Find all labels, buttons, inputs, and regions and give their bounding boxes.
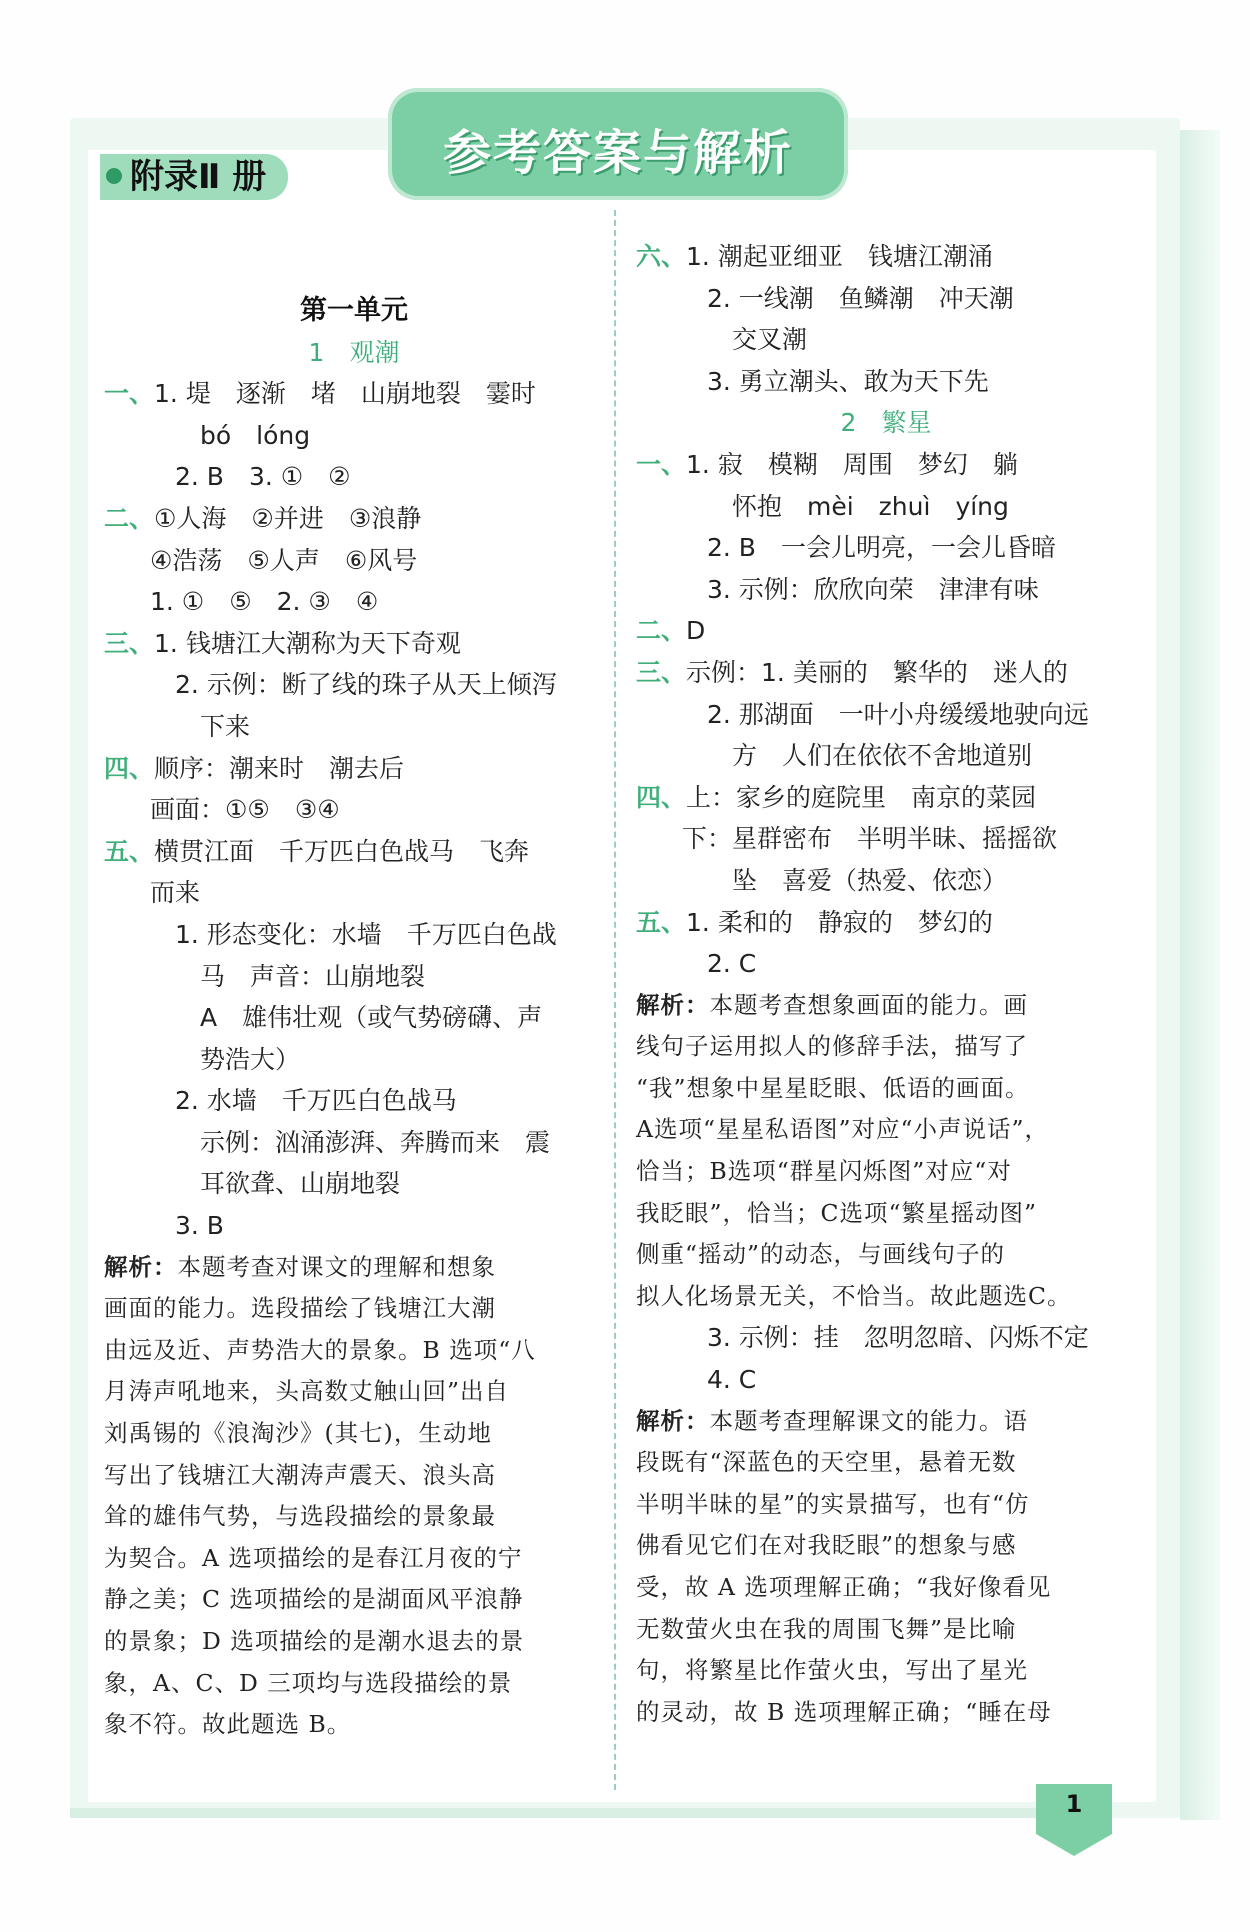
answer-text: 马 声音：山崩地裂 bbox=[150, 961, 426, 991]
analysis-label: 解析： bbox=[104, 1252, 178, 1281]
answer-line bbox=[104, 456, 604, 498]
analysis-text: 受，故 A 选项理解正确；“我好像看见 bbox=[636, 1573, 1052, 1601]
column-divider bbox=[614, 210, 616, 1790]
answer-line bbox=[636, 236, 1136, 278]
analysis-line bbox=[104, 1330, 604, 1372]
answer-line bbox=[104, 581, 604, 623]
answer-line bbox=[104, 1122, 604, 1164]
analysis-line bbox=[104, 1663, 604, 1705]
answer-text: 画面：①⑤ ③④ bbox=[150, 795, 340, 825]
answer-text: 方 人们在依依不舍地道别 bbox=[682, 741, 1033, 771]
analysis-block bbox=[104, 1247, 604, 1746]
answer-line bbox=[104, 623, 604, 665]
answer-text: 3. 勇立潮头、敢为天下先 bbox=[682, 366, 989, 396]
page-title: 参考答案与解析 bbox=[442, 125, 793, 181]
answer-line bbox=[636, 610, 1136, 652]
analysis-text: 段既有“深蓝色的天空里，悬着无数 bbox=[636, 1448, 1017, 1477]
question-number: 三、 bbox=[104, 628, 155, 658]
analysis-line bbox=[636, 1567, 1136, 1609]
answer-text: bó lóng bbox=[150, 420, 311, 450]
answer-line bbox=[104, 872, 604, 914]
analysis-line bbox=[104, 1704, 604, 1746]
question-number: 三、 bbox=[636, 657, 687, 687]
answer-line bbox=[104, 1080, 604, 1122]
question-number: 六、 bbox=[636, 242, 687, 271]
answer-line bbox=[104, 664, 604, 706]
answer-text: 示例：1. 美丽的 繁华的 迷人的 bbox=[686, 657, 1068, 687]
answer-list bbox=[636, 444, 1136, 985]
analysis-line bbox=[636, 1193, 1136, 1235]
answer-line bbox=[636, 569, 1136, 611]
answer-line bbox=[104, 997, 604, 1039]
analysis-text: 画面的能力。选段描绘了钱塘江大潮 bbox=[104, 1294, 496, 1323]
analysis-label: 解析： bbox=[636, 1406, 710, 1435]
analysis-line bbox=[636, 1525, 1136, 1567]
analysis-line bbox=[636, 1026, 1136, 1068]
appendix-label bbox=[100, 154, 288, 200]
analysis-line bbox=[104, 1579, 604, 1621]
answer-text: 交叉潮 bbox=[682, 325, 808, 355]
analysis-text: 的景象；D 选项描绘的是潮水退去的景 bbox=[104, 1627, 525, 1655]
answer-line bbox=[636, 860, 1136, 902]
answer-text: 怀抱 mèi zhuì yíng bbox=[682, 491, 1009, 521]
lesson-title: 2 繁星 bbox=[840, 408, 932, 438]
answer-line bbox=[636, 1317, 1136, 1359]
answer-line bbox=[104, 831, 604, 873]
answer-line bbox=[104, 748, 604, 790]
question-number: 二、 bbox=[104, 503, 155, 533]
answer-text: 2. C bbox=[682, 949, 757, 979]
analysis-text: 线句子运用拟人的修辞手法，描写了 bbox=[636, 1032, 1028, 1061]
answer-text: 1. 寂 模糊 周围 梦幻 躺 bbox=[686, 449, 1018, 479]
analysis-text: 本题考查想象画面的能力。画 bbox=[709, 990, 1028, 1019]
answer-line bbox=[636, 902, 1136, 944]
answer-text: 下来 bbox=[150, 711, 251, 741]
analysis-text: 象不符。故此题选 B。 bbox=[104, 1710, 352, 1739]
answer-text: 3. 示例：欣欣向荣 津津有味 bbox=[682, 574, 1039, 604]
answer-text: 下：星群密布 半明半昧、摇摇欲 bbox=[682, 824, 1058, 854]
answer-line bbox=[636, 777, 1136, 819]
analysis-text: 拟人化场景无关，不恰当。故此题选C。 bbox=[636, 1281, 1072, 1310]
answer-text: 1. 堤 逐渐 堵 山崩地裂 霎时 bbox=[154, 379, 536, 409]
analysis-label: 解析： bbox=[636, 990, 710, 1019]
analysis-line bbox=[104, 1288, 604, 1330]
answer-line bbox=[104, 706, 604, 748]
analysis-line bbox=[104, 1538, 604, 1580]
answer-text: 2. 示例：断了线的珠子从天上倾泻 bbox=[150, 670, 557, 700]
answer-text: 2. B 一会儿明亮，一会儿昏暗 bbox=[682, 533, 1056, 563]
analysis-line bbox=[104, 1413, 604, 1455]
answer-text: 1. 柔和的 静寂的 梦幻的 bbox=[686, 907, 993, 937]
answer-line bbox=[636, 652, 1136, 694]
answer-text: 3. 示例：挂 忽明忽暗、闪烁不定 bbox=[682, 1323, 1089, 1353]
answer-text: 2. 那湖面 一叶小舟缓缓地驶向远 bbox=[682, 699, 1089, 729]
answer-list bbox=[104, 373, 604, 1246]
answer-text: 示例：汹涌澎湃、奔腾而来 震 bbox=[150, 1127, 551, 1157]
analysis-line bbox=[636, 1068, 1136, 1110]
answer-text: D bbox=[686, 616, 706, 646]
bottom-band bbox=[70, 1808, 1036, 1818]
answer-line bbox=[636, 527, 1136, 569]
analysis-line bbox=[104, 1496, 604, 1538]
answer-text: 2. 一线潮 鱼鳞潮 冲天潮 bbox=[682, 283, 1014, 313]
answer-text: 2. 水墙 千万匹白色战马 bbox=[150, 1086, 457, 1116]
question-number: 二、 bbox=[636, 616, 687, 646]
page-number-tab-tip bbox=[1036, 1834, 1112, 1856]
analysis-text: 佛看见它们在对我眨眼”的想象与感 bbox=[636, 1531, 1017, 1560]
answer-text: ①人海 ②并进 ③浪静 bbox=[154, 503, 422, 533]
answer-line bbox=[104, 415, 604, 457]
bullet-dot-icon bbox=[106, 168, 122, 184]
analysis-text: 写出了钱塘江大潮涛声震天、浪头高 bbox=[104, 1460, 496, 1489]
analysis-line bbox=[636, 1234, 1136, 1276]
answer-line bbox=[104, 1205, 604, 1247]
answer-line bbox=[636, 1359, 1136, 1401]
analysis-line bbox=[636, 1650, 1136, 1692]
answer-list bbox=[636, 1317, 1136, 1400]
answer-text: 横贯江面 千万匹白色战马 飞奔 bbox=[154, 836, 530, 866]
answer-line bbox=[636, 278, 1136, 320]
analysis-line bbox=[104, 1247, 604, 1289]
analysis-text: 由远及近、声势浩大的景象。B 选项“八 bbox=[104, 1335, 536, 1364]
analysis-text: 无数萤火虫在我的周围飞舞”是比喻 bbox=[636, 1614, 1017, 1643]
analysis-text: 恰当；B选项“群星闪烁图”对应“对 bbox=[636, 1157, 1012, 1186]
answer-text: 耳欲聋、山崩地裂 bbox=[150, 1169, 401, 1199]
answer-line bbox=[636, 694, 1136, 736]
analysis-line bbox=[636, 1151, 1136, 1193]
answer-text: 1. 形态变化：水墙 千万匹白色战 bbox=[150, 919, 557, 949]
answer-line bbox=[104, 914, 604, 956]
analysis-text: 我眨眼”，恰当；C选项“繁星摇动图” bbox=[636, 1198, 1038, 1227]
answer-line bbox=[636, 361, 1136, 403]
answer-line bbox=[104, 1163, 604, 1205]
analysis-text: 本题考查理解课文的能力。语 bbox=[709, 1406, 1028, 1435]
answer-line bbox=[104, 956, 604, 998]
analysis-text: 月涛声吼地来，头高数丈触山回”出自 bbox=[104, 1377, 510, 1406]
analysis-block bbox=[636, 985, 1136, 1318]
left-column bbox=[104, 290, 604, 1746]
answer-text: 2. B 3. ① ② bbox=[150, 462, 351, 492]
analysis-text: 静之美；C 选项描绘的是湖面风平浪静 bbox=[104, 1585, 524, 1614]
analysis-block bbox=[636, 1401, 1136, 1734]
answer-text: ④浩荡 ⑤人声 ⑥风号 bbox=[150, 545, 418, 575]
answer-text: 3. B bbox=[150, 1211, 224, 1241]
analysis-text: 刘禹锡的《浪淘沙》(其七)，生动地 bbox=[104, 1419, 492, 1448]
answer-text: 上：家乡的庭院里 南京的菜园 bbox=[686, 782, 1037, 812]
answer-text: 1. 潮起亚细亚 钱塘江潮涌 bbox=[686, 242, 993, 271]
analysis-text: 本题考查对课文的理解和想象 bbox=[177, 1252, 496, 1281]
analysis-line bbox=[636, 1109, 1136, 1151]
question-number: 四、 bbox=[636, 782, 687, 812]
answer-line bbox=[636, 735, 1136, 777]
answer-line bbox=[636, 486, 1136, 528]
analysis-line bbox=[104, 1455, 604, 1497]
answer-line bbox=[636, 444, 1136, 486]
answer-line bbox=[636, 943, 1136, 985]
page-number: 1 bbox=[1065, 1790, 1083, 1818]
analysis-text: 句，将繁星比作萤火虫，写出了星光 bbox=[636, 1656, 1028, 1685]
right-column bbox=[636, 236, 1136, 1733]
analysis-text: 象，A、C、D 三项均与选段描绘的景 bbox=[104, 1668, 513, 1697]
analysis-line bbox=[636, 1484, 1136, 1526]
question-number: 一、 bbox=[104, 379, 155, 409]
unit-title: 第一单元 bbox=[300, 295, 408, 326]
answer-line bbox=[104, 373, 604, 415]
answer-line bbox=[104, 789, 604, 831]
analysis-line bbox=[636, 1609, 1136, 1651]
answer-line bbox=[104, 540, 604, 582]
analysis-line bbox=[636, 985, 1136, 1027]
answer-text: 4. C bbox=[682, 1365, 757, 1395]
answer-line bbox=[636, 818, 1136, 860]
analysis-line bbox=[636, 1692, 1136, 1734]
title-banner bbox=[388, 88, 848, 200]
answer-text: 坠 喜爱（热爱、依恋） bbox=[682, 865, 1008, 895]
answer-text: 顺序：潮来时 潮去后 bbox=[154, 753, 405, 783]
answer-text: A 雄伟壮观（或气势磅礴、声 bbox=[150, 1003, 543, 1033]
question-number: 四、 bbox=[104, 753, 155, 783]
analysis-text: 耸的雄伟气势，与选段描绘的景象最 bbox=[104, 1502, 496, 1531]
lesson-title: 1 观潮 bbox=[308, 337, 400, 367]
analysis-line bbox=[636, 1401, 1136, 1443]
answer-text: 1. 钱塘江大潮称为天下奇观 bbox=[154, 628, 461, 658]
analysis-text: 为契合。A 选项描绘的是春江月夜的宁 bbox=[104, 1543, 523, 1572]
analysis-text: 侧重“摇动”的动态，与画线句子的 bbox=[636, 1240, 1006, 1269]
question-number: 一、 bbox=[636, 449, 687, 479]
analysis-text: “我”想象中星星眨眼、低语的画面。 bbox=[636, 1073, 1030, 1102]
analysis-text: A选项“星星私语图”对应“小声说话”， bbox=[636, 1115, 1050, 1144]
appendix-text: 附录Ⅱ 册 bbox=[130, 157, 267, 197]
answer-text: 1. ① ⑤ 2. ③ ④ bbox=[150, 587, 379, 617]
analysis-line bbox=[104, 1621, 604, 1663]
analysis-line bbox=[104, 1371, 604, 1413]
analysis-line bbox=[636, 1442, 1136, 1484]
answer-line bbox=[636, 319, 1136, 361]
question-number: 五、 bbox=[104, 836, 155, 866]
analysis-text: 半明半昧的星”的实景描写，也有“仿 bbox=[636, 1489, 1030, 1518]
answer-line bbox=[104, 1039, 604, 1081]
question-number: 五、 bbox=[636, 907, 687, 937]
answer-line bbox=[104, 498, 604, 540]
page-edge-shadow bbox=[1180, 130, 1220, 1820]
analysis-line bbox=[636, 1276, 1136, 1318]
answer-text: 势浩大） bbox=[150, 1044, 301, 1074]
answer-text: 而来 bbox=[150, 878, 201, 908]
answer-list bbox=[636, 236, 1136, 402]
analysis-text: 的灵动，故 B 选项理解正确；“睡在母 bbox=[636, 1697, 1052, 1726]
